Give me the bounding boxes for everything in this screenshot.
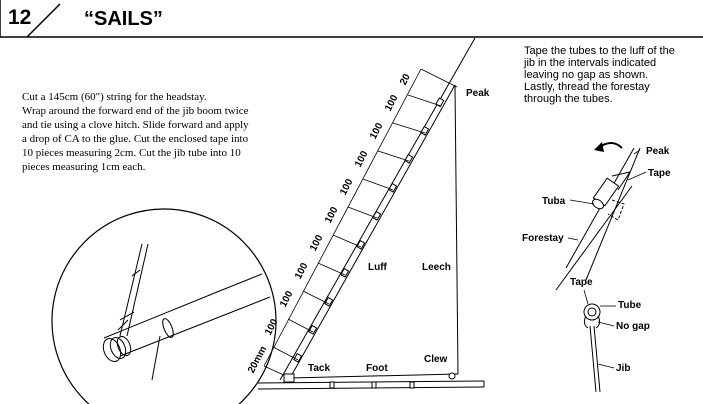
detail-label-forestay: Forestay: [522, 233, 564, 244]
page-title: “SAILS”: [84, 8, 163, 30]
dim-interval: 100: [278, 289, 296, 310]
note-line: Tape the tubes to the luff of the: [524, 45, 675, 57]
label-peak: Peak: [466, 88, 490, 99]
detail-label-peak: Peak: [646, 146, 670, 157]
instructions-text: [22, 90, 312, 174]
dim-interval: 100: [323, 205, 341, 226]
instruction-line: 10 pieces measuring 2cm. Cut the jib tube into 10: [22, 147, 241, 159]
step-number: 12: [8, 6, 32, 29]
detail-label-tape: Tape: [648, 168, 671, 179]
dim-interval: 100: [353, 149, 371, 170]
instruction-line: a drop of CA to the glue. Cut the enclosed tape into: [22, 133, 249, 145]
xs-label-tube: Tube: [618, 300, 642, 311]
label-luff: Luff: [368, 262, 387, 273]
tube-tape-detail: [556, 142, 646, 290]
tape-note-text: [524, 45, 703, 105]
label-leech: Leech: [422, 262, 451, 273]
xs-label-jib: Jib: [616, 363, 631, 374]
label-foot: Foot: [366, 363, 388, 374]
dim-interval: 100: [383, 93, 401, 114]
dim-interval: 100: [308, 233, 326, 254]
dim-bottom: 20mm: [246, 344, 270, 376]
instruction-line: pieces measuring 1cm each.: [22, 161, 146, 173]
label-clew: Clew: [424, 354, 448, 365]
instruction-line: Cut a 145cm (60") string for the headstay.: [22, 91, 207, 103]
instruction-line: and tie using a clove hitch. Slide forward and apply: [22, 119, 249, 131]
dim-interval: 100: [293, 261, 311, 282]
dim-interval: 100: [263, 317, 281, 338]
detail-label-tuba: Tuba: [542, 196, 566, 207]
clove-hitch-detail: [52, 209, 276, 404]
instruction-line: Wrap around the forward end of the jib boom twice: [22, 105, 249, 117]
dim-top: 20: [398, 72, 413, 88]
xs-label-tape: Tape: [570, 277, 593, 288]
label-tack: Tack: [308, 363, 331, 374]
note-line: Lastly, thread the forestay: [524, 81, 650, 93]
note-line: jib in the intervals indicated: [524, 57, 657, 69]
dim-interval: 100: [338, 177, 356, 198]
cross-section-detail: [584, 290, 616, 392]
note-line: through the tubes.: [524, 93, 613, 105]
xs-label-no-gap: No gap: [616, 321, 650, 332]
dim-interval: 100: [368, 121, 386, 142]
note-line: leaving no gap as shown.: [524, 69, 649, 81]
